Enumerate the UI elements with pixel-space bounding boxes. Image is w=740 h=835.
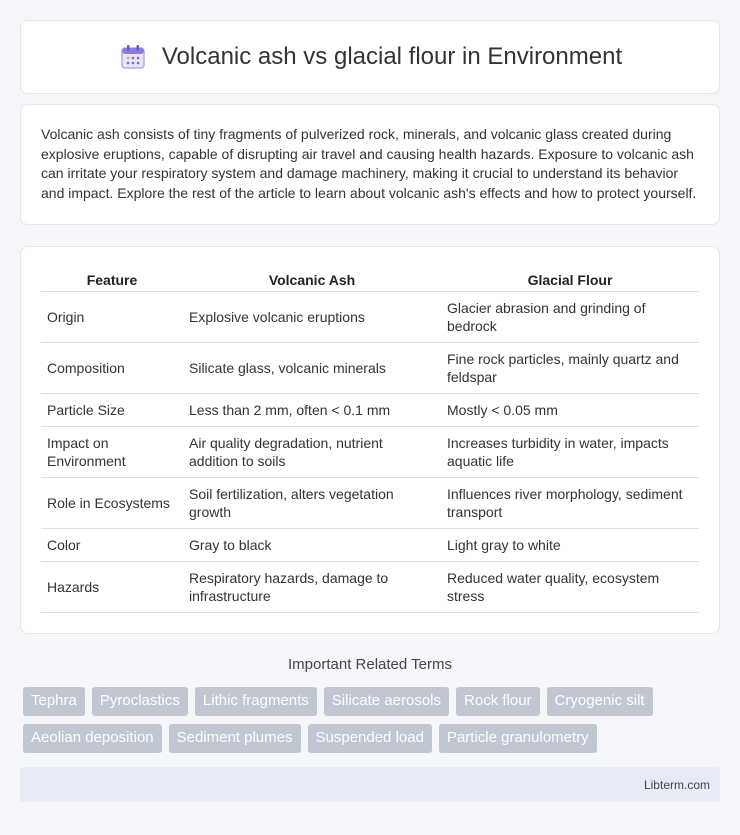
table-cell: Silicate glass, volcanic minerals <box>183 343 441 394</box>
page-title: Volcanic ash vs glacial flour in Environment <box>161 43 623 70</box>
related-terms <box>20 656 720 753</box>
tag-silicate-aerosols[interactable]: Silicate aerosols <box>324 687 449 716</box>
tag-sediment-plumes[interactable]: Sediment plumes <box>169 724 301 753</box>
tag-particle-granulometry[interactable]: Particle granulometry <box>439 724 597 753</box>
intro-card <box>20 104 720 225</box>
table-cell: Origin <box>41 292 183 343</box>
table-cell: Mostly < 0.05 mm <box>441 394 699 427</box>
footer <box>20 767 720 802</box>
table-cell: Influences river morphology, sediment transport <box>441 478 699 529</box>
tag-pyroclastics[interactable]: Pyroclastics <box>92 687 188 716</box>
table-cell: Fine rock particles, mainly quartz and feldspar <box>441 343 699 394</box>
table-cell: Role in Ecosystems <box>41 478 183 529</box>
footer-site-link[interactable]: Libterm.com <box>643 777 710 792</box>
column-header: Feature <box>41 269 183 292</box>
table-row <box>41 394 699 427</box>
tag-suspended-load[interactable]: Suspended load <box>308 724 432 753</box>
table-cell: Composition <box>41 343 183 394</box>
column-header: Volcanic Ash <box>183 269 441 292</box>
tag-list <box>20 687 720 753</box>
tag-cryogenic-silt[interactable]: Cryogenic silt <box>547 687 653 716</box>
table-cell: Impact on Environment <box>41 427 183 478</box>
tag-rock-flour[interactable]: Rock flour <box>456 687 540 716</box>
tag-aeolian-deposition[interactable]: Aeolian deposition <box>23 724 162 753</box>
tag-tephra[interactable]: Tephra <box>23 687 85 716</box>
tag-lithic-fragments[interactable]: Lithic fragments <box>195 687 317 716</box>
table-row <box>41 343 699 394</box>
related-terms-title: Important Related Terms <box>288 656 452 673</box>
column-header: Glacial Flour <box>441 269 699 292</box>
table-cell: Soil fertilization, alters vegetation growth <box>183 478 441 529</box>
table-cell: Less than 2 mm, often < 0.1 mm <box>183 394 441 427</box>
table-row <box>41 478 699 529</box>
table-cell: Air quality degradation, nutrient addition to soils <box>183 427 441 478</box>
comparison-table <box>41 269 699 613</box>
table-cell: Color <box>41 529 183 562</box>
table-cell: Explosive volcanic eruptions <box>183 292 441 343</box>
table-header-row <box>41 269 699 292</box>
calendar-icon <box>118 42 148 72</box>
table-cell: Respiratory hazards, damage to infrastructure <box>183 562 441 613</box>
table-cell: Light gray to white <box>441 529 699 562</box>
intro-text: Volcanic ash consists of tiny fragments of pulverized rock, minerals, and volcanic glass created during explosive eruptions, capable of disrupting air travel and causing health hazards. Exposure to volcanic ash can irritate your respiratory system and damage machinery, making it crucial to understand its behavior and impact. Explore the rest of the article to learn about volcanic ash's effects and how to protect yourself. <box>41 126 697 201</box>
table-cell: Hazards <box>41 562 183 613</box>
table-cell: Increases turbidity in water, impacts aquatic life <box>441 427 699 478</box>
table-row <box>41 562 699 613</box>
table-cell: Particle Size <box>41 394 183 427</box>
table-cell: Reduced water quality, ecosystem stress <box>441 562 699 613</box>
table-cell: Gray to black <box>183 529 441 562</box>
table-cell: Glacier abrasion and grinding of bedrock <box>441 292 699 343</box>
table-row <box>41 292 699 343</box>
comparison-card <box>20 246 720 634</box>
page-header <box>20 20 720 94</box>
table-row <box>41 529 699 562</box>
table-row <box>41 427 699 478</box>
